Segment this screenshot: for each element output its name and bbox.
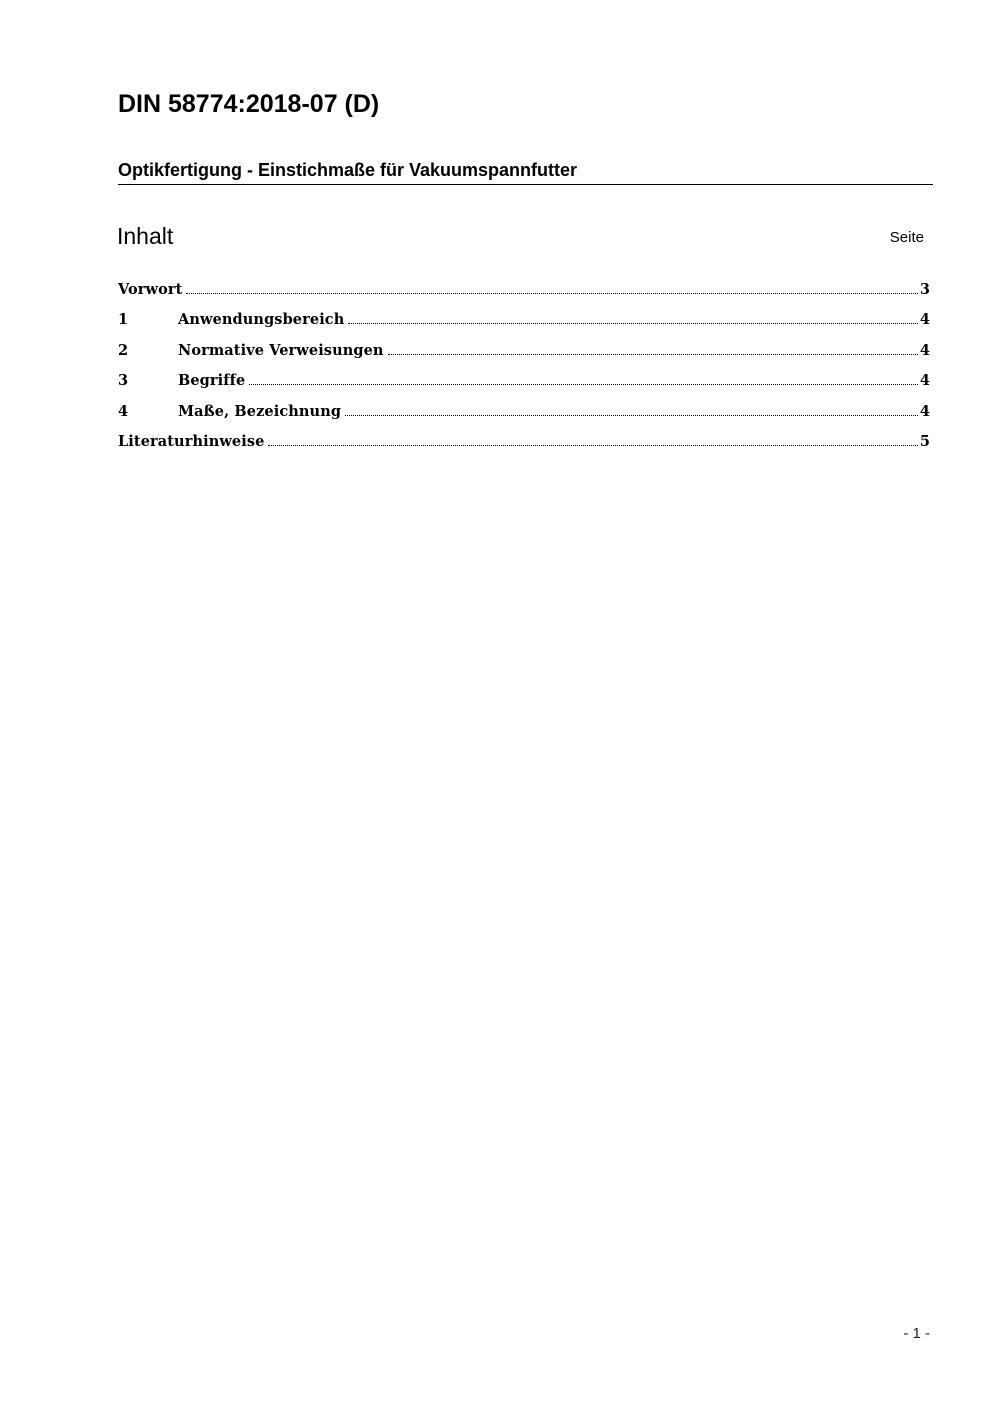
document-subtitle: Optikfertigung - Einstichmaße für Vakuumspannfutter: [118, 158, 933, 185]
toc-dot-leader: [249, 383, 918, 385]
toc-entry-number: 1: [118, 311, 129, 329]
toc-entry-number: 2: [118, 341, 129, 359]
toc-entry-vorwort[interactable]: [118, 279, 930, 309]
toc-entry-page: 4: [919, 311, 930, 329]
toc-list: [118, 279, 930, 461]
toc-page-column-label: Seite: [889, 229, 924, 246]
toc-entry-page: 4: [919, 372, 930, 390]
toc-entry-page: 4: [919, 341, 930, 359]
toc-entry-normative-verweisungen[interactable]: [118, 340, 930, 370]
page-number: - 1 -: [903, 1325, 930, 1342]
toc-entry-number: 4: [118, 402, 129, 420]
toc-entry-number: 3: [118, 372, 129, 390]
toc-dot-leader: [186, 292, 917, 294]
toc-entry-label: Literaturhinweise: [118, 432, 265, 450]
toc-entry-label: Maße, Bezeichnung: [178, 402, 342, 420]
toc-dot-leader: [388, 353, 918, 355]
toc-entry-masse-bezeichnung[interactable]: [118, 401, 930, 431]
toc-entry-page: 5: [919, 432, 930, 450]
toc-dot-leader: [268, 444, 917, 446]
toc-entry-page: 4: [919, 402, 930, 420]
toc-entry-anwendungsbereich[interactable]: [118, 309, 930, 339]
toc-entry-label: Vorwort: [118, 281, 183, 298]
toc-entry-begriffe[interactable]: [118, 370, 930, 400]
toc-dot-leader: [345, 414, 918, 416]
toc-entry-label: Anwendungsbereich: [178, 311, 345, 329]
toc-heading: Inhalt: [117, 223, 174, 249]
toc-entry-page: 3: [919, 281, 930, 298]
toc-dot-leader: [348, 322, 918, 324]
toc-entry-label: Begriffe: [178, 372, 246, 390]
document-title: DIN 58774:2018-07 (D): [118, 90, 380, 118]
toc-entry-label: Normative Verweisungen: [178, 341, 384, 359]
toc-entry-literaturhinweise[interactable]: [118, 431, 930, 461]
